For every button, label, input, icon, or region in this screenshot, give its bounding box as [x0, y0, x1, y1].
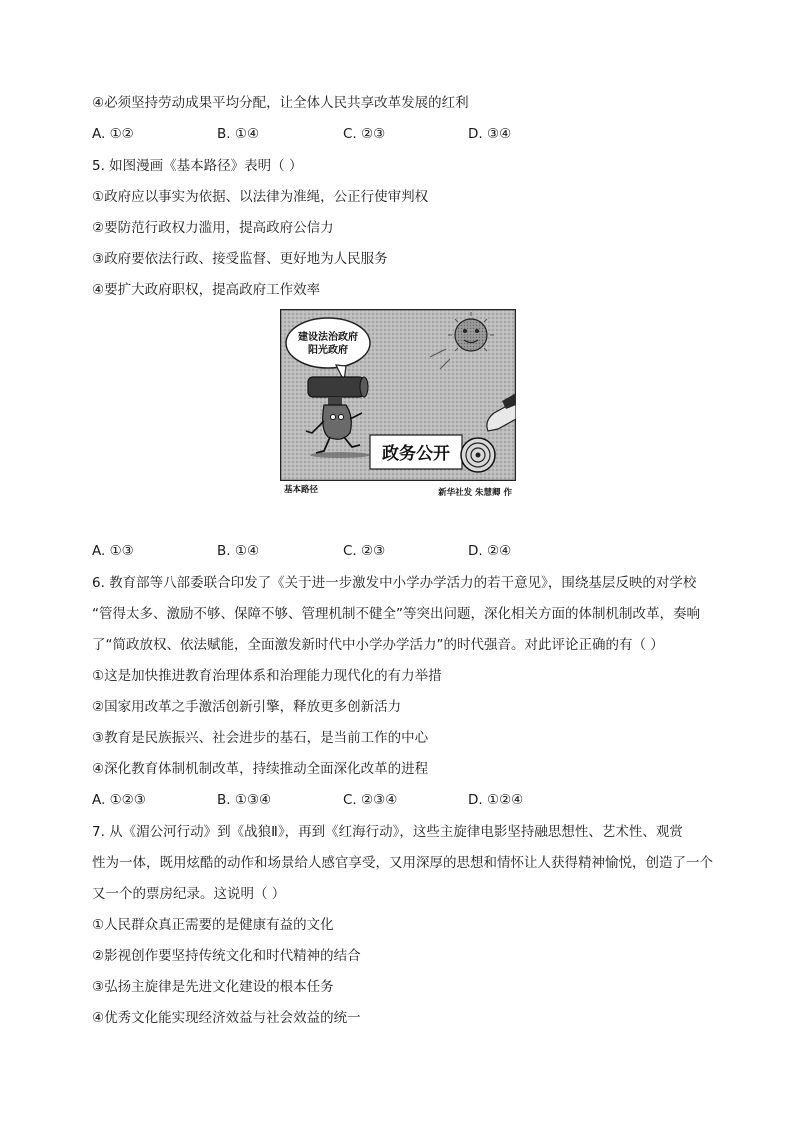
q5-item-3: ③政府要依法行政、接受监督、更好地为人民服务	[92, 251, 388, 267]
q6-option-b[interactable]: B. ①③④	[217, 792, 272, 808]
cartoon-caption-title: 基本路径	[284, 485, 319, 495]
q7-stem-line1: 7. 从《湄公河行动》到《战狼Ⅱ》，再到《红海行动》，这些主旋律电影坚持融思想性、艺术性、观赏	[92, 824, 683, 840]
q7-item-2: ②影视创作要坚持传统文化和时代精神的结合	[92, 948, 361, 964]
q7-stem-line2: 性为一体，既用炫酷的动作和场景给人感官享受，又用深厚的思想和情怀让人获得精神愉悦，创造了一个	[92, 855, 713, 871]
q4-item-4: ④必须坚持劳动成果平均分配，让全体人民共享改革发展的红利	[92, 95, 469, 111]
q6-option-c[interactable]: C. ②③④	[343, 792, 398, 808]
cartoon-bubble-line1: 建设法治政府	[298, 332, 358, 343]
q5-option-c[interactable]: C. ②③	[343, 543, 386, 559]
q7-item-1: ①人民群众真正需要的是健康有益的文化	[92, 917, 334, 933]
q5-option-d[interactable]: D. ②④	[468, 543, 512, 559]
q6-stem-line3: 了“简政放权、依法赋能，全面激发新时代中小学办学活力”的时代强音。对此评论正确的有（ ）	[92, 637, 664, 653]
q5-option-b[interactable]: B. ①④	[217, 543, 260, 559]
q7-item-3: ③弘扬主旋律是先进文化建设的根本任务	[92, 979, 334, 995]
q6-option-d[interactable]: D. ①②④	[468, 792, 524, 808]
q5-item-4: ④要扩大政府职权，提高政府工作效率	[92, 282, 321, 298]
q6-option-a[interactable]: A. ①②③	[92, 792, 146, 808]
q6-item-1: ①这是加快推进教育治理体系和治理能力现代化的有力举措	[92, 668, 442, 684]
q5-option-a[interactable]: A. ①③	[92, 543, 134, 559]
q4-option-c[interactable]: C. ②③	[343, 126, 386, 142]
cartoon-caption-credit: 新华社发 朱慧卿 作	[438, 488, 512, 498]
cartoon-banner-text: 政务公开	[382, 444, 450, 464]
q5-stem: 5. 如图漫画《基本路径》表明（ ）	[92, 158, 303, 174]
q7-stem-line3: 又一个的票房纪录。这说明（ ）	[92, 886, 286, 902]
q7-item-4: ④优秀文化能实现经济效益与社会效益的统一	[92, 1010, 361, 1026]
q6-stem-line1: 6. 教育部等八部委联合印发了《关于进一步激发中小学办学活力的若干意见》，围绕基层反映的对学校	[92, 575, 697, 591]
cartoon-bubble-line2: 阳光政府	[308, 345, 348, 356]
q6-item-3: ③教育是民族振兴、社会进步的基石，是当前工作的中心	[92, 730, 429, 746]
q6-stem-line2: “管得太多、激励不够、保障不够、管理机制不健全”等突出问题，深化相关方面的体制机制改革，奏响	[92, 606, 700, 622]
cartoon-image	[280, 309, 516, 499]
q5-item-1: ①政府应以事实为依据、以法律为准绳，公正行使审判权	[92, 189, 429, 205]
q4-option-d[interactable]: D. ③④	[468, 126, 512, 142]
q4-option-b[interactable]: B. ①④	[217, 126, 260, 142]
q5-item-2: ②要防范行政权力滥用，提高政府公信力	[92, 220, 334, 236]
q6-item-2: ②国家用改革之手激活创新引擎，释放更多创新活力	[92, 699, 402, 715]
q4-option-a[interactable]: A. ①②	[92, 126, 134, 142]
q6-item-4: ④深化教育体制机制改革，持续推动全面深化改革的进程	[92, 761, 429, 777]
